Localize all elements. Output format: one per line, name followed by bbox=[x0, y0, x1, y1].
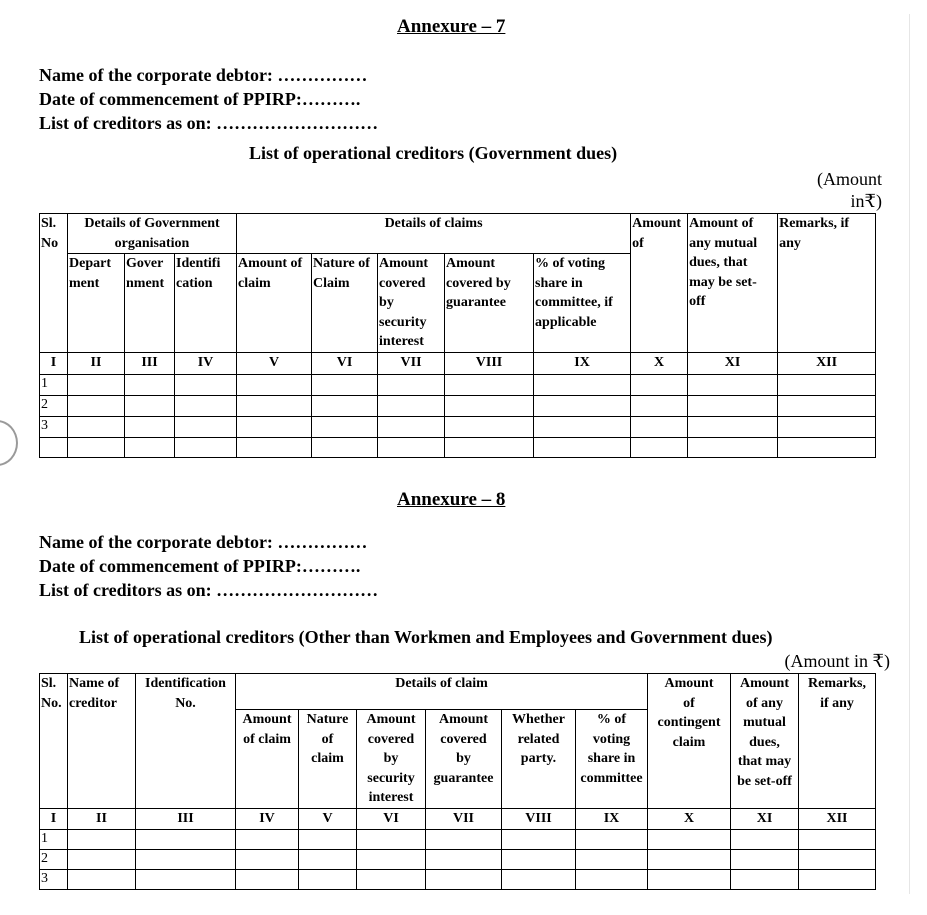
table-cell[interactable] bbox=[68, 829, 136, 849]
annexure-8-heading: Annexure – 8 bbox=[397, 489, 506, 510]
table-cell[interactable] bbox=[799, 829, 876, 849]
table-cell[interactable] bbox=[175, 416, 237, 437]
col-number: XI bbox=[688, 352, 778, 374]
table-cell[interactable] bbox=[299, 829, 357, 849]
table-cell[interactable] bbox=[502, 869, 576, 889]
header-identification: Identifi cation bbox=[175, 254, 237, 353]
col-number: XII bbox=[778, 352, 876, 374]
table-cell[interactable] bbox=[312, 374, 378, 395]
col-number: XI bbox=[731, 808, 799, 829]
table-cell[interactable] bbox=[648, 869, 731, 889]
table-cell[interactable] bbox=[237, 416, 312, 437]
table-cell[interactable] bbox=[731, 829, 799, 849]
col-number: VIII bbox=[445, 352, 534, 374]
header-mutual-dues: Amount of any mutual dues, that may be set- off bbox=[688, 214, 778, 353]
table-cell[interactable] bbox=[648, 829, 731, 849]
commencement-date-line: Date of commencement of PPIRP:………. bbox=[39, 89, 361, 109]
header-related-party: Whether related party. bbox=[502, 710, 576, 809]
annexure-8-amount-note: (Amount in ₹) bbox=[784, 651, 890, 671]
table-cell[interactable] bbox=[125, 395, 175, 416]
table-cell[interactable] bbox=[68, 395, 125, 416]
table-cell[interactable] bbox=[378, 374, 445, 395]
header-details-govt-org: Details of Government organisation bbox=[68, 214, 237, 254]
header-details-of-claims: Details of claims bbox=[237, 214, 631, 254]
amount-note-line-2: in₹) bbox=[850, 191, 882, 211]
col-number: IX bbox=[576, 808, 648, 829]
header-sl-no: Sl. No bbox=[40, 214, 68, 353]
table-cell[interactable] bbox=[237, 374, 312, 395]
table-cell[interactable] bbox=[778, 395, 876, 416]
header-identification-no: Identification No. bbox=[136, 674, 236, 809]
row-number: 1 bbox=[40, 374, 68, 395]
table-cell[interactable] bbox=[502, 829, 576, 849]
table-cell[interactable] bbox=[534, 437, 631, 457]
table-cell[interactable] bbox=[357, 869, 426, 889]
table-cell[interactable] bbox=[631, 395, 688, 416]
col-number: VII bbox=[378, 352, 445, 374]
commencement-date-line: Date of commencement of PPIRP:………. bbox=[39, 556, 361, 576]
table-cell[interactable] bbox=[312, 416, 378, 437]
table-cell[interactable] bbox=[778, 374, 876, 395]
roman-numeral-row bbox=[40, 808, 876, 829]
header-details-of-claim: Details of claim bbox=[236, 674, 648, 710]
header-department: Depart ment bbox=[68, 254, 125, 353]
table-cell[interactable] bbox=[688, 416, 778, 437]
col-number: I bbox=[40, 808, 68, 829]
table-row bbox=[40, 829, 876, 849]
row-number: 3 bbox=[40, 416, 68, 437]
table-cell[interactable] bbox=[312, 395, 378, 416]
table-cell[interactable] bbox=[378, 437, 445, 457]
creditors-list-line: List of creditors as on: ……………………… bbox=[39, 113, 379, 133]
table-cell[interactable] bbox=[445, 395, 534, 416]
table-cell[interactable] bbox=[136, 869, 236, 889]
table-cell[interactable] bbox=[534, 395, 631, 416]
table-cell[interactable] bbox=[576, 849, 648, 869]
table-cell[interactable] bbox=[312, 437, 378, 457]
table-cell[interactable] bbox=[799, 869, 876, 889]
table-cell[interactable] bbox=[778, 437, 876, 457]
page-edge-line bbox=[909, 14, 910, 894]
table-cell[interactable] bbox=[68, 374, 125, 395]
table-row bbox=[40, 869, 876, 889]
col-number: VI bbox=[312, 352, 378, 374]
table-cell[interactable] bbox=[175, 437, 237, 457]
col-number: IX bbox=[534, 352, 631, 374]
table-cell[interactable] bbox=[125, 437, 175, 457]
table-cell[interactable] bbox=[125, 416, 175, 437]
table-cell[interactable] bbox=[799, 849, 876, 869]
table-cell[interactable] bbox=[445, 416, 534, 437]
row-number: 3 bbox=[40, 869, 68, 889]
table-cell[interactable] bbox=[688, 374, 778, 395]
table-cell[interactable] bbox=[534, 374, 631, 395]
col-number: III bbox=[136, 808, 236, 829]
table-cell[interactable] bbox=[125, 374, 175, 395]
table-cell[interactable] bbox=[648, 849, 731, 869]
col-number: X bbox=[631, 352, 688, 374]
table-cell[interactable] bbox=[378, 395, 445, 416]
col-number: X bbox=[648, 808, 731, 829]
header-amount-of-claim: Amount of claim bbox=[236, 710, 299, 809]
col-number: I bbox=[40, 352, 68, 374]
table-cell[interactable] bbox=[299, 849, 357, 869]
col-number: III bbox=[125, 352, 175, 374]
table-cell[interactable] bbox=[576, 869, 648, 889]
header-remarks: Remarks, if any bbox=[799, 674, 876, 809]
table-cell[interactable] bbox=[68, 849, 136, 869]
header-guarantee: Amount covered by guarantee bbox=[445, 254, 534, 353]
table-cell[interactable] bbox=[237, 395, 312, 416]
col-number: II bbox=[68, 808, 136, 829]
amount-note-line-1: (Amount bbox=[817, 169, 882, 189]
table-cell[interactable] bbox=[175, 374, 237, 395]
header-creditor-name: Name of creditor bbox=[68, 674, 136, 809]
table-cell[interactable] bbox=[237, 437, 312, 457]
header-government: Gover nment bbox=[125, 254, 175, 353]
table-cell[interactable] bbox=[445, 374, 534, 395]
col-number: IV bbox=[175, 352, 237, 374]
table-cell[interactable] bbox=[731, 849, 799, 869]
annexure-7-info bbox=[39, 63, 378, 135]
table-cell[interactable] bbox=[299, 869, 357, 889]
header-voting-share: % of voting share in committee bbox=[576, 710, 648, 809]
col-number: XII bbox=[799, 808, 876, 829]
header-nature-of-claim: Nature of claim bbox=[299, 710, 357, 809]
table-cell[interactable] bbox=[68, 869, 136, 889]
row-number: 2 bbox=[40, 849, 68, 869]
header-amount-of: Amount of bbox=[631, 214, 688, 353]
annexure-8-table-title: List of operational creditors (Other than Workmen and Employees and Government dues) bbox=[79, 627, 773, 647]
table-cell[interactable] bbox=[378, 416, 445, 437]
table-cell[interactable] bbox=[357, 829, 426, 849]
col-number: V bbox=[237, 352, 312, 374]
table-cell[interactable] bbox=[688, 395, 778, 416]
col-number: II bbox=[68, 352, 125, 374]
col-number: VI bbox=[357, 808, 426, 829]
annexure-7-table bbox=[39, 213, 876, 458]
table-cell[interactable] bbox=[357, 849, 426, 869]
table-cell[interactable] bbox=[136, 829, 236, 849]
table-cell[interactable] bbox=[631, 437, 688, 457]
table-row bbox=[40, 416, 876, 437]
header-mutual-dues: Amount of any mutual dues, that may be set-off bbox=[731, 674, 799, 809]
roman-numeral-row bbox=[40, 352, 876, 374]
row-number: 2 bbox=[40, 395, 68, 416]
header-security-interest: Amount covered by security interest bbox=[357, 710, 426, 809]
table-cell[interactable] bbox=[236, 849, 299, 869]
table-cell[interactable] bbox=[631, 374, 688, 395]
table-cell[interactable] bbox=[502, 849, 576, 869]
col-number: VII bbox=[426, 808, 502, 829]
table-cell[interactable] bbox=[631, 416, 688, 437]
header-contingent-claim: Amount of contingent claim bbox=[648, 674, 731, 809]
header-guarantee: Amount covered by guarantee bbox=[426, 710, 502, 809]
debtor-line: Name of the corporate debtor: …………… bbox=[39, 532, 368, 552]
table-cell[interactable] bbox=[576, 829, 648, 849]
table-cell[interactable] bbox=[68, 416, 125, 437]
table-cell[interactable] bbox=[426, 849, 502, 869]
header-sl-no: Sl. No. bbox=[40, 674, 68, 809]
scroll-circle-icon[interactable] bbox=[0, 420, 18, 466]
table-cell[interactable] bbox=[534, 416, 631, 437]
table-cell[interactable] bbox=[68, 437, 125, 457]
table-row bbox=[40, 395, 876, 416]
table-cell[interactable] bbox=[688, 437, 778, 457]
table-row bbox=[40, 849, 876, 869]
table-cell[interactable] bbox=[426, 829, 502, 849]
debtor-line: Name of the corporate debtor: …………… bbox=[39, 65, 368, 85]
header-remarks: Remarks, if any bbox=[778, 214, 876, 353]
annexure-7-table-title: List of operational creditors (Government dues) bbox=[249, 143, 618, 163]
header-amount-of-claim: Amount of claim bbox=[237, 254, 312, 353]
annexure-7-amount-note bbox=[780, 168, 882, 212]
table-cell[interactable] bbox=[136, 849, 236, 869]
col-number: VIII bbox=[502, 808, 576, 829]
row-number bbox=[40, 437, 68, 457]
table-row bbox=[40, 374, 876, 395]
row-number: 1 bbox=[40, 829, 68, 849]
annexure-7-heading: Annexure – 7 bbox=[397, 16, 506, 37]
annexure-8-table bbox=[39, 673, 876, 890]
table-row bbox=[40, 437, 876, 457]
header-security-interest: Amount covered by security interest bbox=[378, 254, 445, 353]
table-cell[interactable] bbox=[236, 829, 299, 849]
header-voting-share: % of voting share in committee, if applicable bbox=[534, 254, 631, 353]
table-cell[interactable] bbox=[445, 437, 534, 457]
col-number: IV bbox=[236, 808, 299, 829]
col-number: V bbox=[299, 808, 357, 829]
table-cell[interactable] bbox=[426, 869, 502, 889]
table-cell[interactable] bbox=[236, 869, 299, 889]
annexure-8-info bbox=[39, 530, 378, 602]
creditors-list-line: List of creditors as on: ……………………… bbox=[39, 580, 379, 600]
table-cell[interactable] bbox=[778, 416, 876, 437]
table-cell[interactable] bbox=[731, 869, 799, 889]
table-cell[interactable] bbox=[175, 395, 237, 416]
header-nature-of-claim: Nature of Claim bbox=[312, 254, 378, 353]
